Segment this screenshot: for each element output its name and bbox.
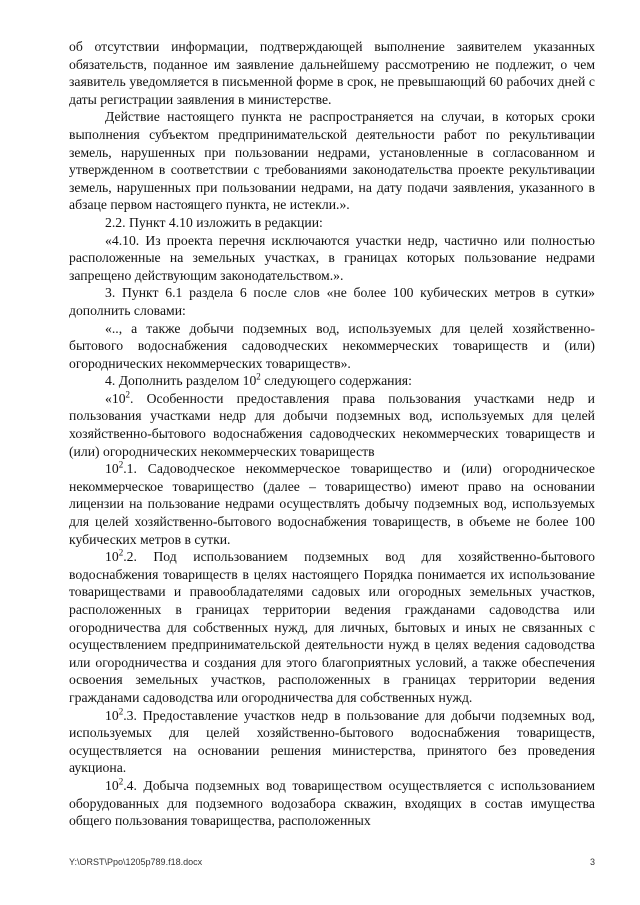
paragraph-11-post: .3. Предоставление участков недр в пользование для добычи подземных вод, используемых для целей хозяйственно-бытового водоснабжения товариществ, осуществляется на основании решения министерства, принятого без проведения аукциона. — [69, 707, 595, 776]
paragraph-12 — [69, 777, 595, 830]
paragraph-7-sup: 2 — [256, 371, 261, 382]
paragraph-1: об отсутствии информации, подтверждающей выполнение заявителем указанных обязательств, поданное им заявление дальнейшему рассмотрению не подлежит, о чем заявитель уведомляется в письменной форме в срок, не превышающий 60 рабочих дней с даты регистрации заявления в министерстве. — [69, 39, 595, 107]
paragraph-5: 3. Пункт 6.1 раздела 6 после слов «не более 100 кубических метров в сутки» дополнить словами: — [69, 285, 595, 318]
paragraph-7-post: следующего содержания: — [260, 373, 412, 389]
footer-page-number: 3 — [589, 857, 595, 867]
paragraph-12-post: .4. Добыча подземных вод товариществом осуществляется с использованием оборудованных для подземного водозабора скважин, входящих в состав имущества общего пользования товарищества, расположенных — [69, 777, 595, 829]
paragraph-2: Действие настоящего пункта не распространяется на случаи, в которых сроки выполнения субъектом предпринимательской деятельности работ по рекультивации земель, нарушенных при пользовании недрами, установленные в согласованном и утвержденном в соответствии с требованиями законодательства проекте рекультивации земель, нарушенных при пользовании недрами, на дату подачи заявления, указанного в абзаце первом настоящего пункта, не истекли.». — [69, 109, 595, 213]
paragraph-9 — [69, 460, 595, 548]
paragraph-11-sup: 2 — [118, 706, 124, 716]
page-footer — [69, 857, 595, 867]
paragraph-12-sup: 2 — [118, 776, 124, 787]
paragraph-4: «4.10. Из проекта перечня исключаются участки недр, частично или полностью расположенные на земельных участках, в границах которых пользование недрами запрещено действующим законодательством.». — [69, 232, 595, 283]
paragraph-11 — [69, 707, 595, 777]
paragraph-9-sup: 2 — [118, 459, 124, 470]
paragraph-7-pre: 4. Дополнить разделом 10 — [105, 373, 257, 389]
paragraph-9-pre: 10 — [105, 461, 119, 477]
paragraph-9-post: .1. Садоводческое некоммерческое товарищество и (или) огородническое некоммерческое товарищество (далее – товарищество) имеют право на основании лицензии на пользование недрами осуществлять добычу подземных вод, используемых для целей хозяйственно-бытового водоснабжения товариществ, в объеме не более 100 кубических метров в сутки. — [69, 461, 595, 547]
document-page — [69, 38, 595, 830]
paragraph-8 — [69, 390, 595, 460]
paragraph-12-pre: 10 — [105, 777, 119, 793]
paragraph-6: «.., а также добычи подземных вод, используемых для целей хозяйственно-бытового водоснабжения садоводческих некоммерческих товариществ и (или) огороднических некоммерческих товариществ». — [69, 320, 595, 371]
paragraph-8-post: . Особенности предоставления права пользования участками недр и пользования участками недр для добычи подземных вод, используемых для целей хозяйственно-бытового водоснабжения садоводческих некоммерческих товариществ и (или) огороднических некоммерческих товариществ — [69, 390, 595, 459]
paragraph-10 — [69, 548, 595, 706]
paragraph-10-post: .2. Под использованием подземных вод для хозяйственно-бытового водоснабжения товариществ в целях настоящего Порядка понимается их использование товариществами и правообладателями садовых или огородных земельных участков, расположенных в границах территории ведения гражданами садоводства или огородничества для собственных нужд, для личных, бытовых и иных не связанных с осуществлением предпринимательской деятельности нужд в целях ведения садоводства или огородничества и создания для этого благоприятных условий, а также обеспечения освоения земельных участков, расположенных в границах территории ведения гражданами садоводства или огородничества для собственных нужд. — [69, 549, 595, 705]
paragraph-3: 2.2. Пункт 4.10 изложить в редакции: — [105, 214, 323, 230]
paragraph-11-pre: 10 — [105, 707, 119, 723]
paragraph-8-pre: «10 — [105, 390, 126, 406]
footer-file-path: Y:\ORST\Ppo\1205p789.f18.docx — [69, 857, 203, 867]
paragraph-10-sup: 2 — [118, 547, 124, 558]
paragraph-7 — [69, 372, 595, 390]
paragraph-8-sup: 2 — [125, 389, 131, 400]
paragraph-10-pre: 10 — [105, 549, 119, 565]
